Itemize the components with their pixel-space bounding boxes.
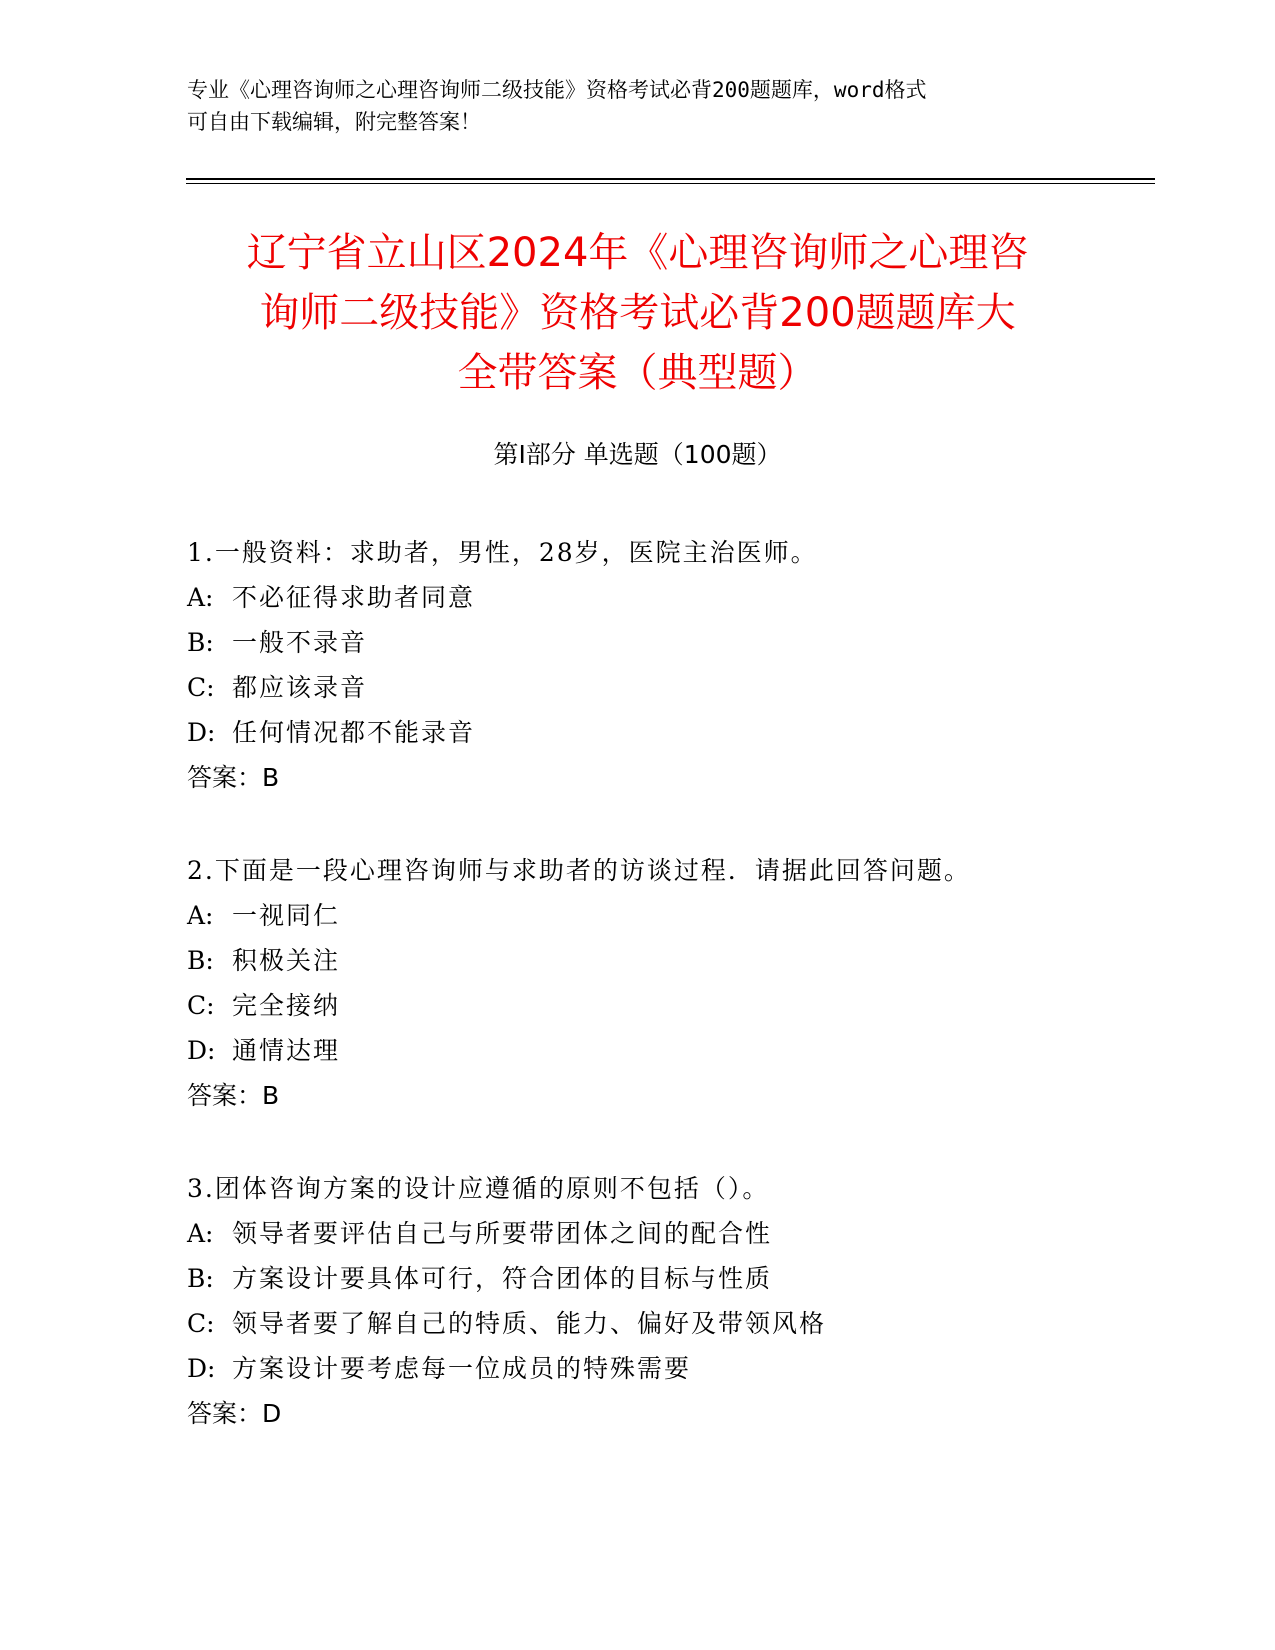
option-text: 完全接纳 <box>232 991 341 1020</box>
option-letter: A: <box>187 901 214 930</box>
question-3 <box>187 1166 1167 1436</box>
option-a <box>187 1211 1167 1256</box>
option-a <box>187 893 1167 938</box>
header-note <box>187 74 1067 138</box>
option-text: 不必征得求助者同意 <box>232 583 476 612</box>
header-note-line-1: 专业《心理咨询师之心理咨询师二级技能》资格考试必背200题题库，word格式 <box>187 78 927 102</box>
option-letter: C: <box>187 1309 215 1338</box>
header-note-line-2: 可自由下载编辑，附完整答案！ <box>187 110 481 134</box>
option-c <box>187 665 1167 710</box>
option-b <box>187 1256 1167 1301</box>
option-d <box>187 710 1167 755</box>
option-letter: D: <box>187 1354 216 1383</box>
option-letter: B: <box>187 946 214 975</box>
option-c <box>187 983 1167 1028</box>
document-title-line-1: 辽宁省立山区2024年《心理咨询师之心理咨 <box>246 230 1029 276</box>
option-letter: A: <box>187 1219 214 1248</box>
answer-line: 答案：B <box>187 1081 280 1110</box>
option-b <box>187 620 1167 665</box>
question-stem: 1.一般资料：求助者，男性，28岁，医院主治医师。 <box>187 538 818 567</box>
answer-line: 答案：B <box>187 763 280 792</box>
option-b <box>187 938 1167 983</box>
option-text: 领导者要评估自己与所要带团体之间的配合性 <box>232 1219 773 1248</box>
option-text: 领导者要了解自己的特质、能力、偏好及带领风格 <box>232 1309 827 1338</box>
question-stem: 2.下面是一段心理咨询师与求助者的访谈过程．请据此回答问题。 <box>187 856 971 885</box>
option-text: 通情达理 <box>232 1036 341 1065</box>
option-letter: D: <box>187 718 216 747</box>
header-divider-thin <box>186 183 1155 184</box>
option-letter: B: <box>187 1264 214 1293</box>
option-c <box>187 1301 1167 1346</box>
option-letter: C: <box>187 991 215 1020</box>
question-stem: 3.团体咨询方案的设计应遵循的原则不包括（）。 <box>187 1174 770 1203</box>
question-list <box>187 530 1167 1484</box>
option-d <box>187 1028 1167 1073</box>
option-text: 方案设计要具体可行，符合团体的目标与性质 <box>232 1264 773 1293</box>
section-heading: 第Ⅰ部分 单选题（100题） <box>493 440 782 469</box>
option-letter: C: <box>187 673 215 702</box>
question-1 <box>187 530 1167 800</box>
option-text: 方案设计要考虑每一位成员的特殊需要 <box>232 1354 692 1383</box>
option-letter: B: <box>187 628 214 657</box>
option-letter: D: <box>187 1036 216 1065</box>
option-text: 一般不录音 <box>232 628 368 657</box>
option-text: 都应该录音 <box>232 673 368 702</box>
answer-line: 答案：D <box>187 1399 282 1428</box>
question-2 <box>187 848 1167 1118</box>
document-title-line-3: 全带答案（典型题） <box>457 350 818 396</box>
option-letter: A: <box>187 583 214 612</box>
option-text: 任何情况都不能录音 <box>232 718 476 747</box>
option-text: 积极关注 <box>232 946 341 975</box>
option-a <box>187 575 1167 620</box>
document-title <box>160 223 1115 403</box>
option-text: 一视同仁 <box>232 901 341 930</box>
header-divider-thick <box>186 178 1155 180</box>
document-title-line-2: 询师二级技能》资格考试必背200题题库大 <box>259 290 1016 336</box>
option-d <box>187 1346 1167 1391</box>
